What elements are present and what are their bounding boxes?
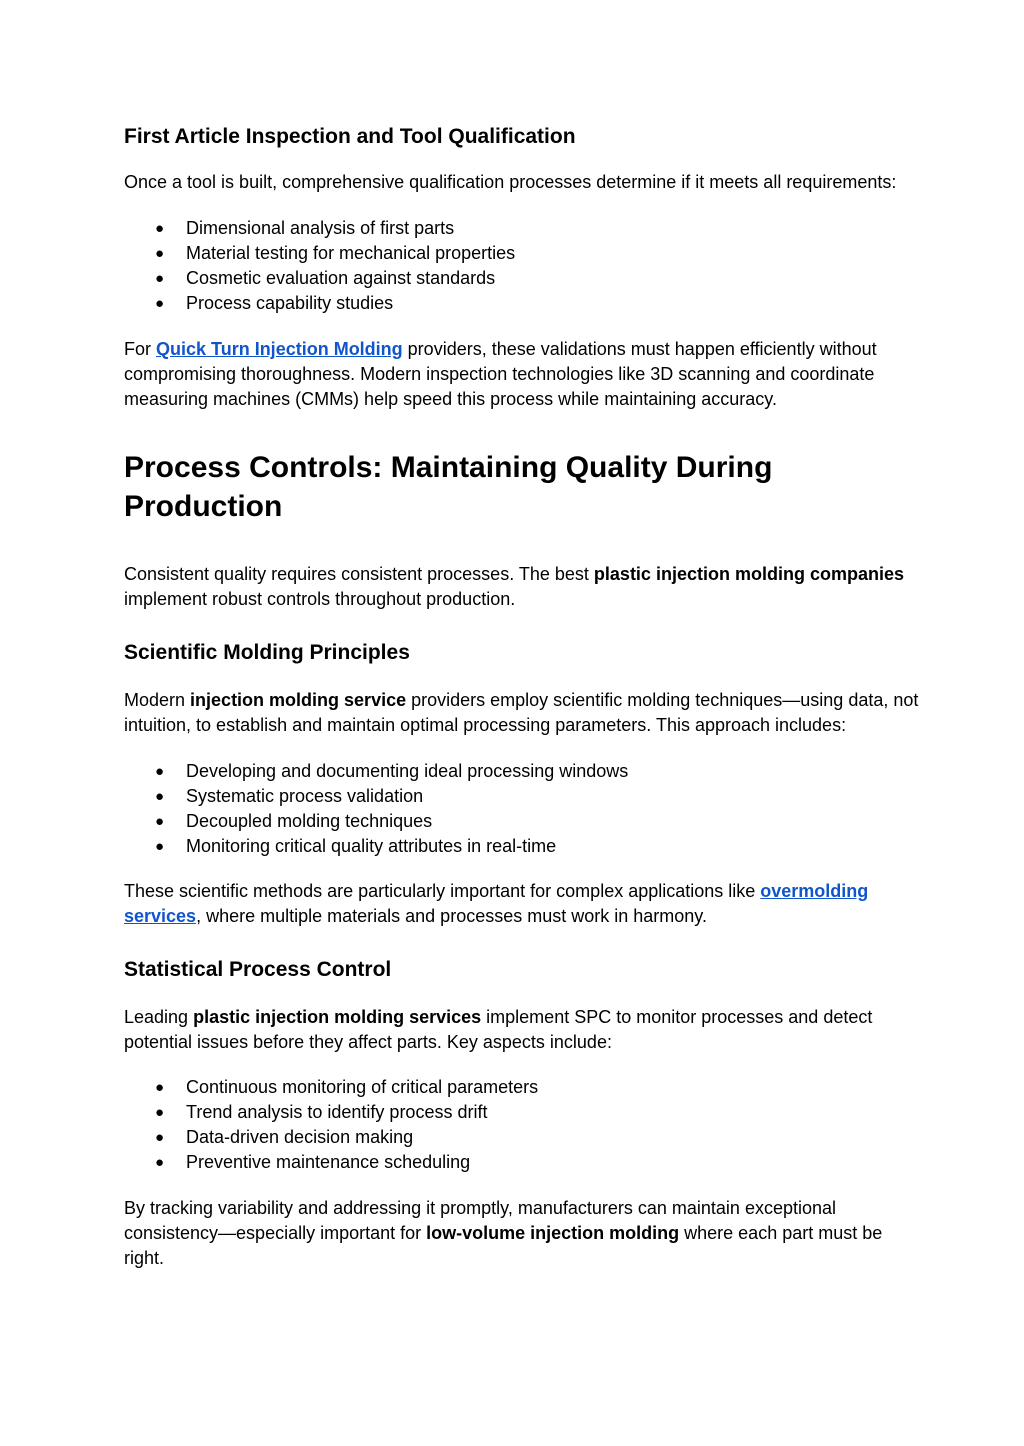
paragraph-quick-turn [124,337,924,412]
list-item [124,1075,924,1100]
bullet-icon: ● [155,1079,165,1096]
list-item [124,784,924,809]
list-item [124,834,924,859]
text-segment: where each part must be right. [124,1223,883,1268]
paragraph-tool-qualification-intro: Once a tool is built, comprehensive qualification processes determine if it meets all requirements: [124,172,897,192]
heading-first-article-inspection: First Article Inspection and Tool Qualification [124,125,576,148]
list-item-text: Data-driven decision making [186,1127,414,1147]
text-segment: Modern [124,690,191,710]
bullet-icon: ● [155,763,165,780]
bold-text: injection molding service [190,690,407,710]
heading-statistical-process-control: Statistical Process Control [124,958,392,981]
list-item-text: Cosmetic evaluation against standards [186,268,496,288]
text-segment: , where multiple materials and processes must work in harmony. [196,906,707,926]
text-segment: Consistent quality requires consistent processes. The best [124,564,594,584]
bold-text: plastic injection molding companies [593,564,904,584]
text-segment: By tracking variability and addressing it promptly, manufacturers can maintain exceptional consistency—especially important for [124,1198,837,1243]
bullet-icon: ● [155,838,165,855]
list-item-text: Dimensional analysis of first parts [186,218,455,238]
link-quick-turn-injection-molding[interactable]: Quick Turn Injection Molding [156,339,403,359]
link-overmolding-services[interactable]: overmolding services [124,881,869,926]
text-segment: For [124,339,157,359]
list-item-text: Material testing for mechanical properties [186,243,516,263]
list-scientific-approach [124,759,924,859]
text-segment: providers employ scientific molding techniques—using data, not intuition, to establish and maintain optimal processing parameters. This approach includes: [124,690,919,735]
bullet-icon: ● [155,788,165,805]
list-item [124,759,924,784]
heading-scientific-molding: Scientific Molding Principles [124,641,410,664]
bold-text: plastic injection molding services [193,1007,482,1027]
list-item [124,266,924,291]
bullet-icon: ● [155,220,165,237]
bullet-icon: ● [155,1129,165,1146]
paragraph-spc-intro [124,1005,924,1055]
bullet-icon: ● [155,1104,165,1121]
bullet-icon: ● [155,245,165,262]
paragraph-scientific-intro [124,688,924,738]
text-segment: implement SPC to monitor processes and detect potential issues before they affect parts. Key aspects include: [124,1007,873,1052]
list-item [124,1125,924,1150]
bold-text: low-volume injection molding [426,1223,680,1243]
list-item [124,1150,924,1175]
list-spc-aspects [124,1075,924,1175]
list-item [124,1100,924,1125]
list-item-text: Systematic process validation [186,786,424,806]
list-item-text: Trend analysis to identify process drift [186,1102,488,1122]
paragraph-consistent-quality [124,562,924,612]
list-item-text: Process capability studies [186,293,394,313]
text-segment: Leading [124,1007,194,1027]
list-item [124,291,924,316]
paragraph-overmolding [124,879,924,929]
list-item [124,241,924,266]
text-segment: implement robust controls throughout production. [124,589,516,609]
list-item-text: Preventive maintenance scheduling [186,1152,471,1172]
bullet-icon: ● [155,270,165,287]
list-item-text: Decoupled molding techniques [186,811,433,831]
bullet-icon: ● [155,1154,165,1171]
heading-process-controls: Process Controls: Maintaining Quality During Production [124,451,773,523]
text-segment: providers, these validations must happen efficiently without compromising thoroughness. Modern inspection technologies like 3D scanning and coordinate measuring machines (CMMs) help speed this process while maintaining accuracy. [124,339,877,409]
list-item [124,809,924,834]
list-item-text: Monitoring critical quality attributes in real-time [186,836,557,856]
text-segment: These scientific methods are particularly important for complex applications like [124,881,761,901]
list-item [124,216,924,241]
bullet-icon: ● [155,813,165,830]
list-item-text: Continuous monitoring of critical parameters [186,1077,539,1097]
list-item-text: Developing and documenting ideal processing windows [186,761,629,781]
bullet-icon: ● [155,295,165,312]
paragraph-variability [124,1196,924,1271]
list-first-article-checks [124,216,924,316]
